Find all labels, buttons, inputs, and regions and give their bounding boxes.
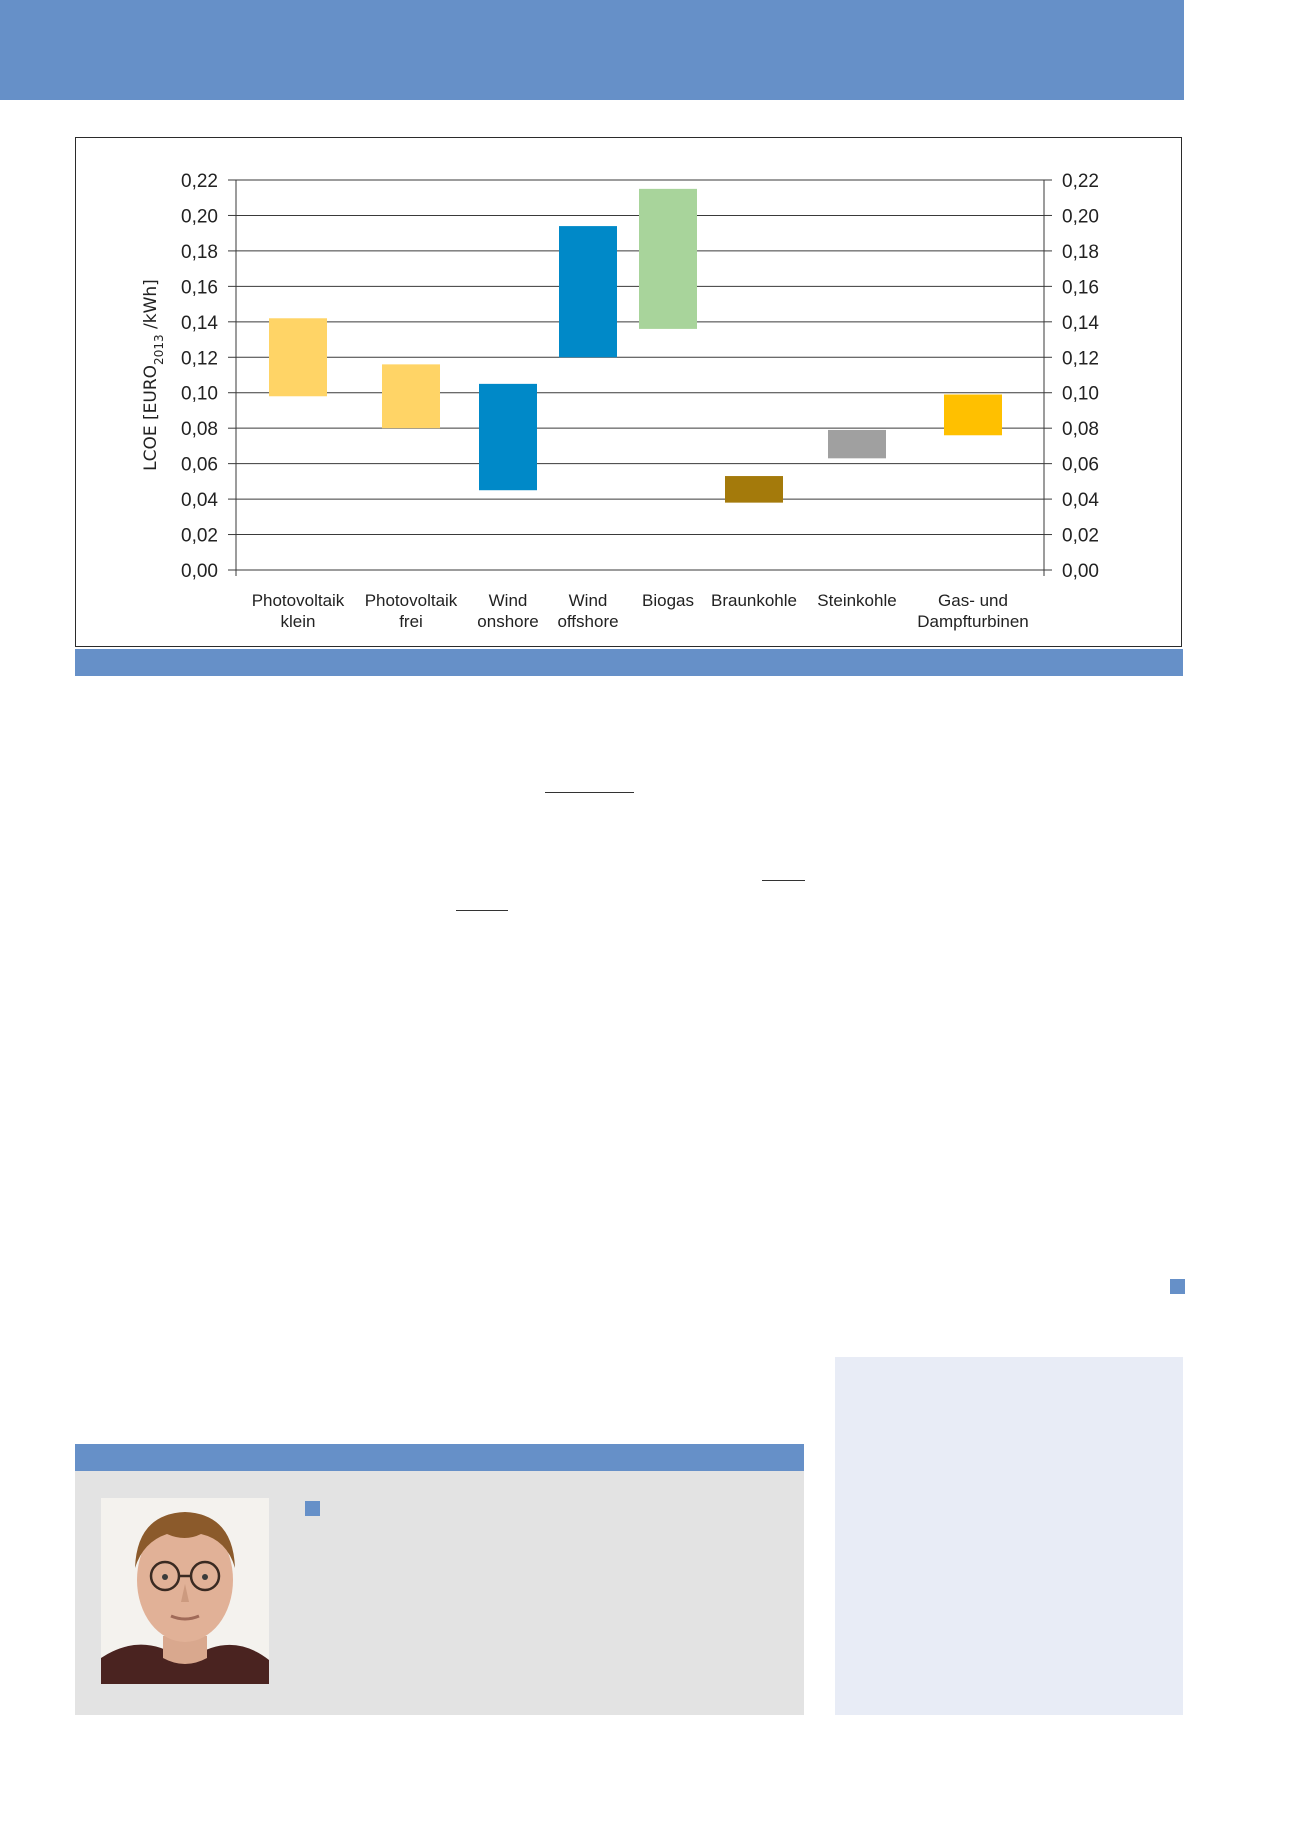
- range-bar: [382, 364, 440, 428]
- y-tick-label-right: 0,16: [1062, 277, 1099, 299]
- author-header-bar: [75, 1444, 804, 1471]
- range-bar: [559, 226, 617, 357]
- y-tick-label-right: 0,04: [1062, 490, 1099, 512]
- y-tick-label: 0,00: [181, 561, 218, 582]
- y-tick-label-right: 0,00: [1062, 561, 1099, 582]
- top-banner: [0, 0, 1184, 100]
- y-tick-label: 0,20: [181, 206, 218, 228]
- category-label: Dampfturbinen: [917, 612, 1029, 631]
- underline-rule: [762, 880, 805, 881]
- range-bar: [944, 395, 1002, 436]
- category-label: Biogas: [642, 591, 694, 610]
- range-bar: [639, 189, 697, 329]
- end-of-article-marker: [1170, 1279, 1185, 1294]
- author-box: [75, 1471, 804, 1715]
- category-label: Gas- und: [938, 591, 1008, 610]
- category-label: Braunkohle: [710, 591, 798, 610]
- y-tick-label-right: 0,06: [1062, 454, 1099, 476]
- y-tick-label-right: 0,14: [1062, 312, 1099, 334]
- underline-rule: [545, 792, 634, 793]
- y-tick-label-right: 0,02: [1062, 525, 1099, 547]
- y-tick-label-right: 0,22: [1062, 171, 1099, 192]
- y-tick-label: 0,14: [181, 312, 218, 334]
- y-tick-label-right: 0,10: [1062, 383, 1099, 405]
- author-portrait: [101, 1498, 269, 1684]
- category-label: frei: [399, 612, 423, 631]
- author-bullet-marker: [305, 1501, 320, 1516]
- range-bar: [828, 430, 886, 458]
- category-label: Steinkohle: [817, 591, 897, 610]
- category-label: offshore: [557, 612, 619, 631]
- y-tick-label: 0,10: [181, 383, 218, 405]
- y-axis-title: LCOE [$EURO_{2013}$ /kWh]: [141, 279, 166, 471]
- y-tick-label-right: 0,08: [1062, 419, 1099, 441]
- range-bar: [479, 384, 537, 490]
- category-label: klein: [280, 612, 316, 631]
- y-tick-label: 0,16: [181, 277, 218, 299]
- y-tick-label: 0,22: [181, 171, 218, 192]
- y-tick-label: 0,04: [181, 490, 218, 512]
- range-bar: [725, 476, 783, 503]
- y-tick-label: 0,12: [181, 348, 218, 370]
- category-label: Photovoltaik: [364, 591, 458, 610]
- category-label: Photovoltaik: [251, 591, 345, 610]
- category-label: Wind: [568, 591, 608, 610]
- lcoe-chart: [75, 137, 1182, 647]
- y-tick-label-right: 0,18: [1062, 241, 1099, 263]
- y-tick-label-right: 0,12: [1062, 348, 1099, 370]
- info-sidebar-panel: [835, 1357, 1183, 1715]
- y-tick-label: 0,06: [181, 454, 218, 476]
- chart-svg: [76, 138, 1183, 648]
- y-tick-label: 0,08: [181, 419, 218, 441]
- category-label: onshore: [477, 612, 539, 631]
- range-bar: [269, 318, 327, 396]
- category-label: Wind: [488, 591, 528, 610]
- y-tick-label: 0,02: [181, 525, 218, 547]
- y-tick-label-right: 0,20: [1062, 206, 1099, 228]
- chart-caption-bar: [75, 649, 1183, 676]
- underline-rule: [456, 910, 508, 911]
- y-tick-label: 0,18: [181, 241, 218, 263]
